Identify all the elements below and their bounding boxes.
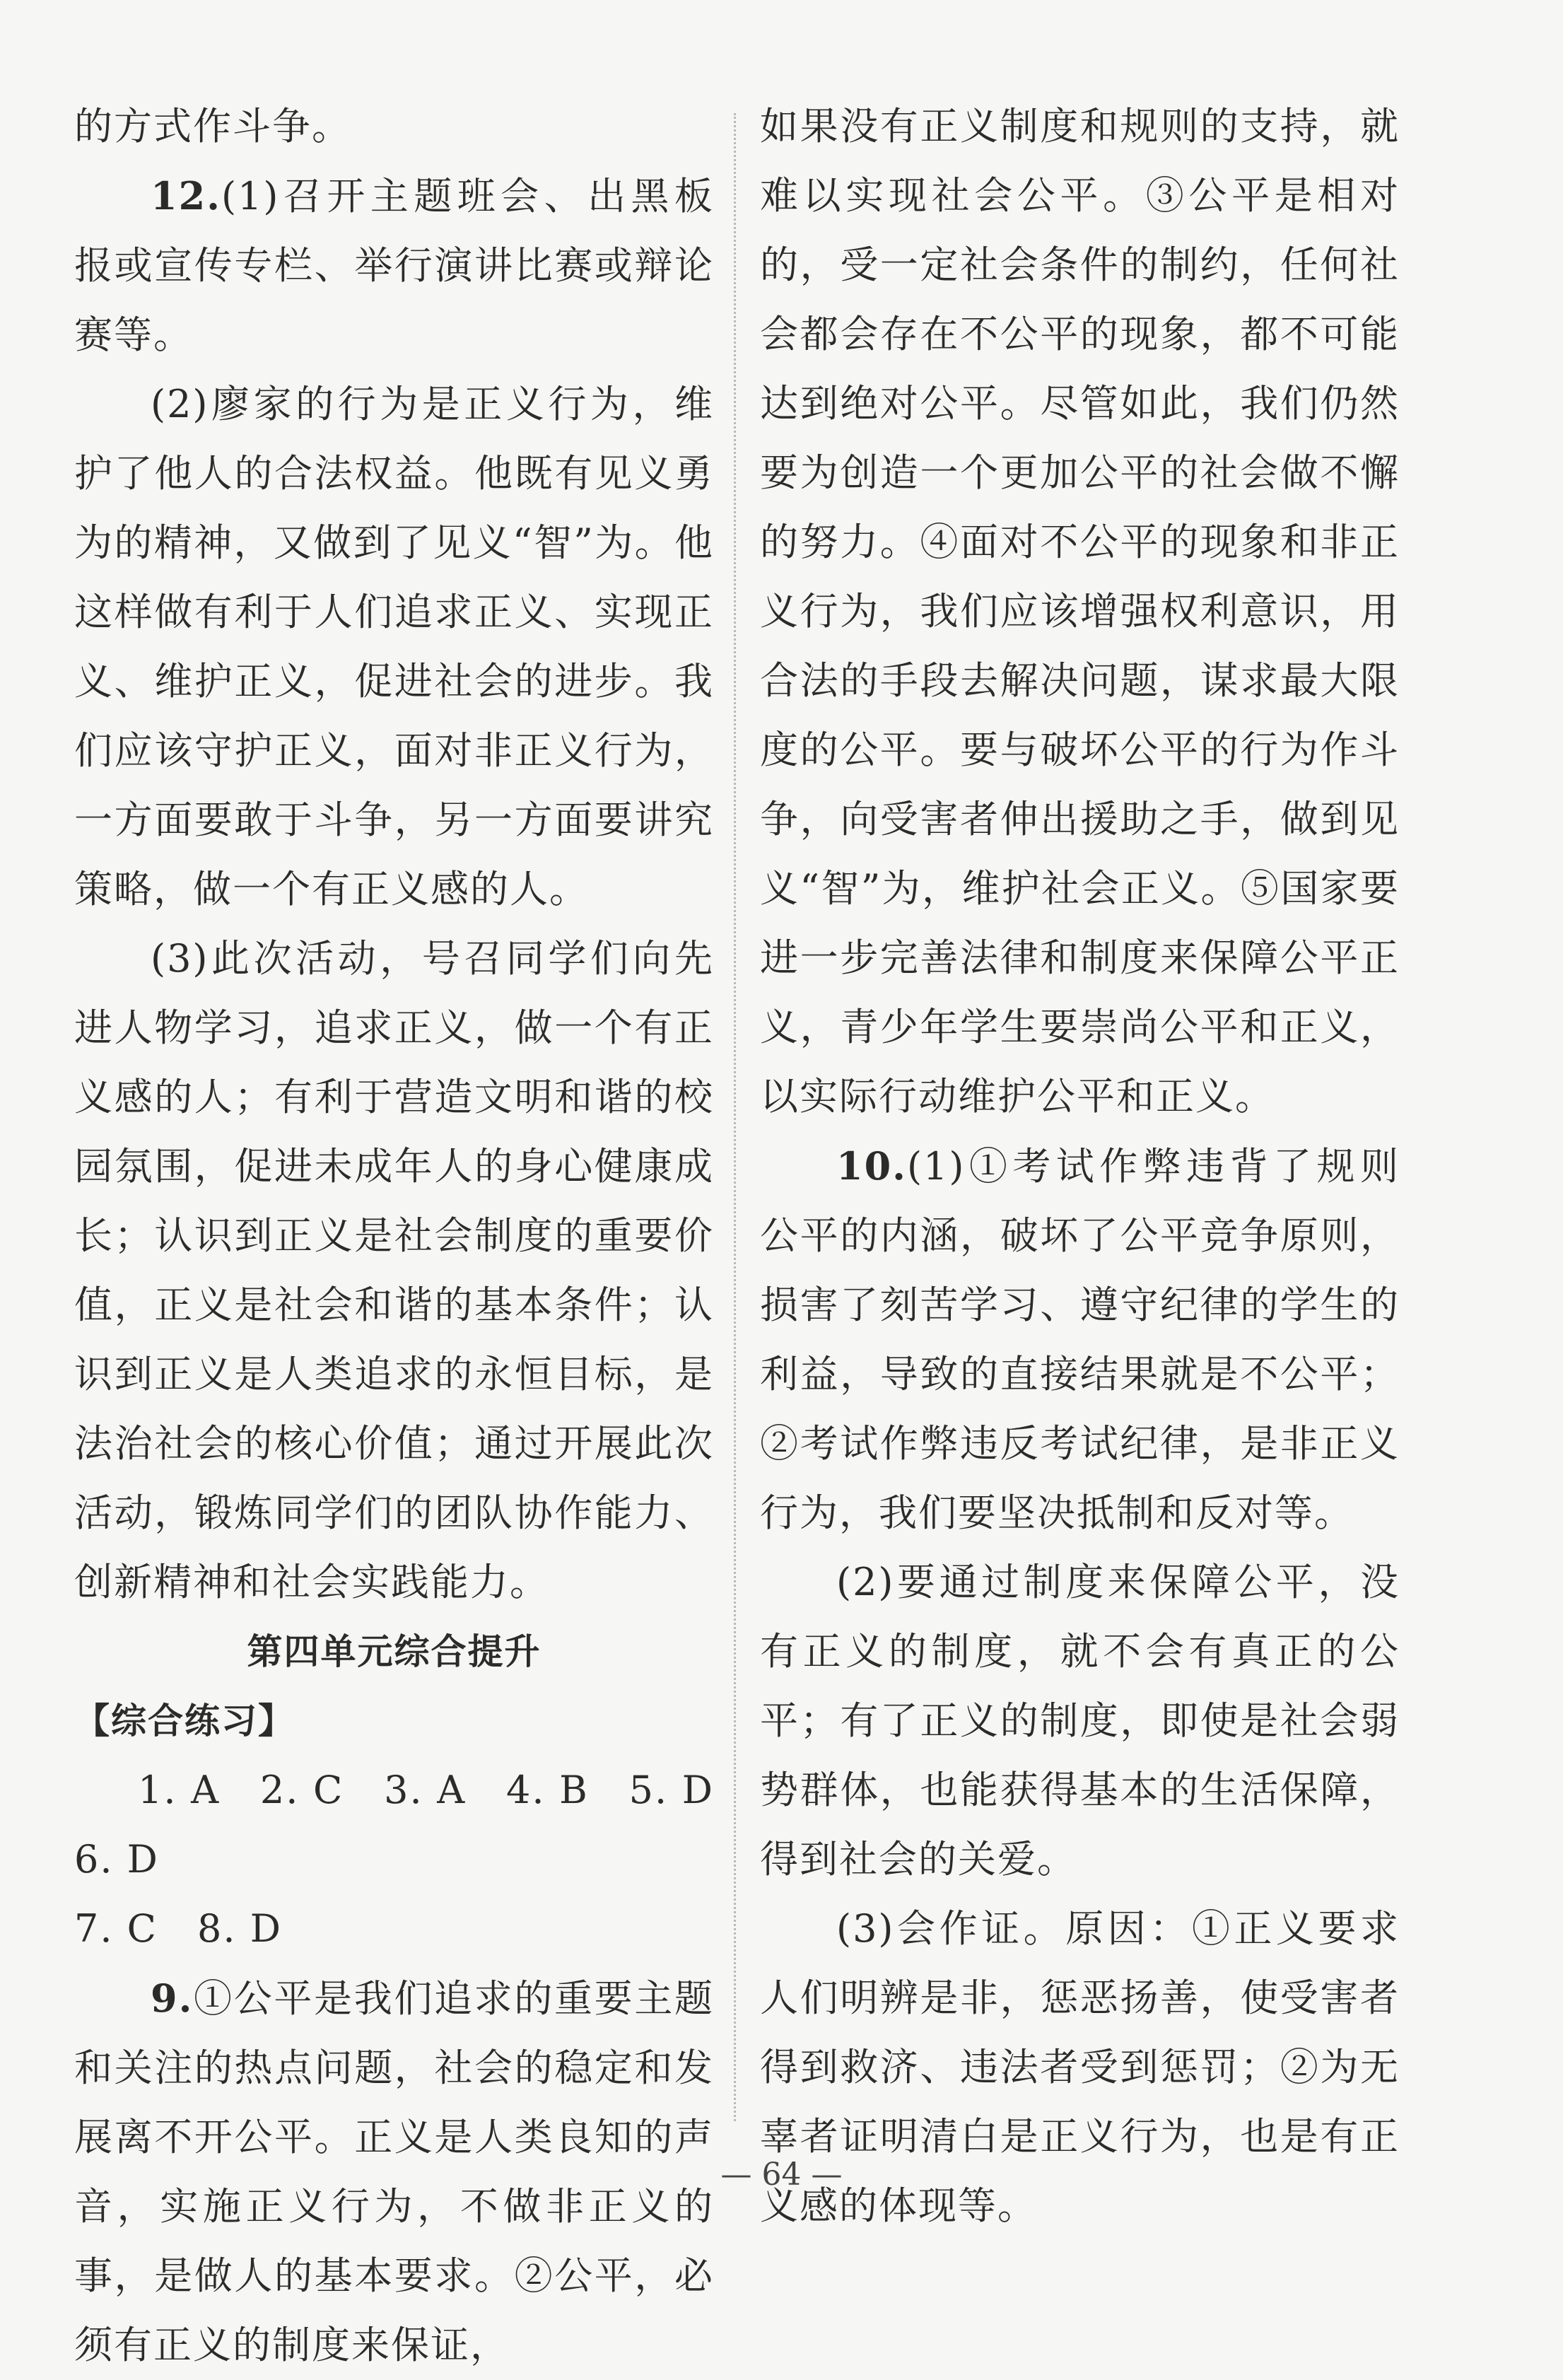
question-12-part-2: (2)廖家的行为是正义行为，维护了他人的合法权益。他既有见义勇为的精神，又做到了见义“智”为。他这样做有利于人们追求正义、实现正义、维护正义，促进社会的进步。我们应该守护正义，面对非正义行为，一方面要敢于斗争，另一方面要讲究策略，做一个有正义感的人。 bbox=[74, 382, 714, 911]
right-column bbox=[760, 92, 1400, 2241]
answers-line-1: 1. A 2. C 3. A 4. B 5. D 6. D bbox=[74, 1768, 754, 1882]
paragraph-continuation: 的方式作斗争。 bbox=[74, 104, 351, 148]
question-9-number: 9. bbox=[151, 1976, 194, 2021]
question-12-part-3: (3)此次活动，号召同学们向先进人物学习，追求正义，做一个有正义感的人；有利于营造文明和谐的校园氛围，促进未成年人的身心健康成长；认识到正义是社会制度的重要价值，正义是社会和谐的基本条件；认识到正义是人类追求的永恒目标，是法治社会的核心价值；通过开展此次活动，锻炼同学们的团队协作能力、创新精神和社会实践能力。 bbox=[74, 936, 714, 1604]
question-12-number: 12. bbox=[151, 173, 221, 218]
section-label: 【综合练习】 bbox=[74, 1701, 295, 1742]
column-divider bbox=[734, 113, 736, 2121]
question-9-text: ①公平是我们追求的重要主题和关注的热点问题，社会的稳定和发展离不开公平。正义是人类良知的声音，实施正义行为，不做非正义的事，是做人的基本要求。②公平，必须有正义的制度来保证， bbox=[74, 1976, 714, 2367]
question-10-part-1-text: (1)①考试作弊违背了规则公平的内涵，破坏了公平竞争原则，损害了刻苦学习、遵守纪律的学生的利益，导致的直接结果就是不公平；②考试作弊违反考试纪律，是非正义行为，我们要坚决抵制和反对等。 bbox=[760, 1144, 1400, 1535]
question-10-part-1 bbox=[760, 1131, 1400, 1548]
question-10-part-2: (2)要通过制度来保障公平，没有正义的制度，就不会有真正的公平；有了正义的制度，即使是社会弱势群体，也能获得基本的生活保障，得到社会的关爱。 bbox=[760, 1560, 1400, 1882]
question-12-part-1-text: (1)召开主题班会、出黑板报或宣传专栏、举行演讲比赛或辩论赛等。 bbox=[74, 174, 714, 357]
question-9-continuation: 如果没有正义制度和规则的支持，就难以实现社会公平。③公平是相对的，受一定社会条件的制约，任何社会都会存在不公平的现象，都不可能达到绝对公平。尽管如此，我们仍然要为创造一个更加公平的社会做不懈的努力。④面对不公平的现象和非正义行为，我们应该增强权利意识，用合法的手段去解决问题，谋求最大限度的公平。要与破坏公平的行为作斗争，向受害者伸出援助之手，做到见义“智”为，维护社会正义。⑤国家要进一步完善法律和制度来保障公平正义，青少年学生要崇尚公平和正义，以实际行动维护公平和正义。 bbox=[760, 104, 1400, 1119]
answers-line-2: 7. C 8. D bbox=[74, 1906, 282, 1951]
question-10-part-3: (3)会作证。原因：①正义要求人们明辨是非，惩恶扬善，使受害者得到救济、违法者受到惩罚；②为无辜者证明清白是正义行为，也是有正义感的体现等。 bbox=[760, 1906, 1400, 2228]
page-number: — 64 — bbox=[720, 2157, 843, 2193]
question-10-number: 10. bbox=[836, 1143, 907, 1189]
unit-heading: 第四单元综合提升 bbox=[247, 1631, 542, 1672]
question-12-part-1 bbox=[74, 161, 714, 370]
left-column bbox=[74, 92, 754, 2380]
